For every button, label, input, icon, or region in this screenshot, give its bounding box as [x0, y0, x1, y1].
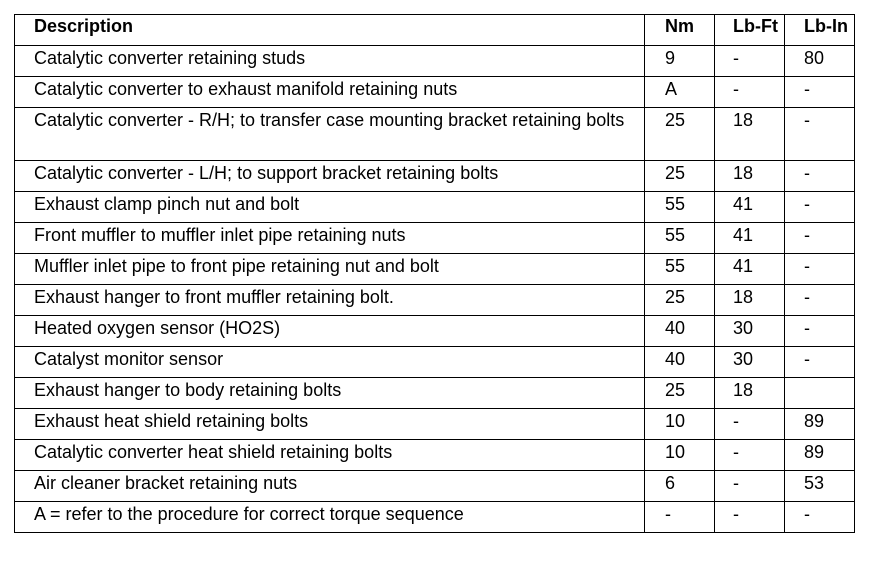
cell-lb-in [785, 378, 855, 409]
cell-description: Catalytic converter heat shield retaining bolts [15, 440, 645, 471]
cell-nm: 25 [645, 161, 715, 192]
header-nm: Nm [645, 15, 715, 46]
cell-description: Catalytic converter retaining studs [15, 46, 645, 77]
cell-lb-ft: - [715, 46, 785, 77]
cell-lb-in: - [785, 161, 855, 192]
cell-lb-ft: - [715, 77, 785, 108]
cell-lb-ft: - [715, 440, 785, 471]
cell-lb-in: - [785, 223, 855, 254]
table-row [15, 502, 855, 533]
cell-lb-ft: 18 [715, 378, 785, 409]
cell-description: Muffler inlet pipe to front pipe retaining nut and bolt [15, 254, 645, 285]
cell-lb-ft: 41 [715, 254, 785, 285]
cell-nm: - [645, 502, 715, 533]
cell-lb-ft: 18 [715, 285, 785, 316]
cell-lb-ft: 41 [715, 223, 785, 254]
cell-lb-ft: 18 [715, 108, 785, 161]
cell-nm: A [645, 77, 715, 108]
cell-description: A = refer to the procedure for correct torque sequence [15, 502, 645, 533]
table-header-row [15, 15, 855, 46]
cell-lb-ft: - [715, 471, 785, 502]
cell-description: Catalyst monitor sensor [15, 347, 645, 378]
cell-nm: 9 [645, 46, 715, 77]
cell-lb-in: - [785, 316, 855, 347]
cell-lb-ft: 41 [715, 192, 785, 223]
cell-lb-ft: 18 [715, 161, 785, 192]
cell-nm: 25 [645, 108, 715, 161]
cell-description: Exhaust heat shield retaining bolts [15, 409, 645, 440]
table-row [15, 440, 855, 471]
table-row [15, 192, 855, 223]
cell-description: Exhaust hanger to body retaining bolts [15, 378, 645, 409]
cell-lb-ft: - [715, 409, 785, 440]
cell-lb-in: - [785, 192, 855, 223]
cell-lb-in: - [785, 347, 855, 378]
cell-description: Exhaust clamp pinch nut and bolt [15, 192, 645, 223]
header-lb-in: Lb-In [785, 15, 855, 46]
cell-lb-in: 89 [785, 440, 855, 471]
table-row [15, 316, 855, 347]
cell-description: Air cleaner bracket retaining nuts [15, 471, 645, 502]
cell-lb-ft: - [715, 502, 785, 533]
cell-description: Catalytic converter - R/H; to transfer case mounting bracket retaining bolts [15, 108, 645, 161]
cell-nm: 25 [645, 378, 715, 409]
cell-description: Exhaust hanger to front muffler retaining bolt. [15, 285, 645, 316]
cell-lb-in: - [785, 285, 855, 316]
cell-lb-in: - [785, 77, 855, 108]
header-description: Description [15, 15, 645, 46]
cell-nm: 55 [645, 223, 715, 254]
cell-nm: 10 [645, 409, 715, 440]
table-row [15, 223, 855, 254]
cell-lb-in: - [785, 108, 855, 161]
table-row [15, 347, 855, 378]
table-row [15, 471, 855, 502]
cell-lb-ft: 30 [715, 316, 785, 347]
table-row [15, 254, 855, 285]
cell-nm: 25 [645, 285, 715, 316]
cell-nm: 40 [645, 316, 715, 347]
cell-lb-in: - [785, 254, 855, 285]
cell-lb-in: 89 [785, 409, 855, 440]
cell-lb-in: 80 [785, 46, 855, 77]
cell-nm: 6 [645, 471, 715, 502]
torque-spec-table [14, 14, 855, 533]
table-row [15, 285, 855, 316]
cell-nm: 55 [645, 192, 715, 223]
table-row [15, 46, 855, 77]
cell-nm: 40 [645, 347, 715, 378]
cell-nm: 10 [645, 440, 715, 471]
header-lb-ft: Lb-Ft [715, 15, 785, 46]
cell-lb-ft: 30 [715, 347, 785, 378]
cell-lb-in: - [785, 502, 855, 533]
cell-lb-in: 53 [785, 471, 855, 502]
table-row [15, 409, 855, 440]
cell-description: Heated oxygen sensor (HO2S) [15, 316, 645, 347]
cell-description: Catalytic converter - L/H; to support bracket retaining bolts [15, 161, 645, 192]
cell-description: Front muffler to muffler inlet pipe retaining nuts [15, 223, 645, 254]
cell-nm: 55 [645, 254, 715, 285]
table-row [15, 77, 855, 108]
table-row [15, 378, 855, 409]
table-row [15, 108, 855, 161]
table-row [15, 161, 855, 192]
cell-description: Catalytic converter to exhaust manifold retaining nuts [15, 77, 645, 108]
